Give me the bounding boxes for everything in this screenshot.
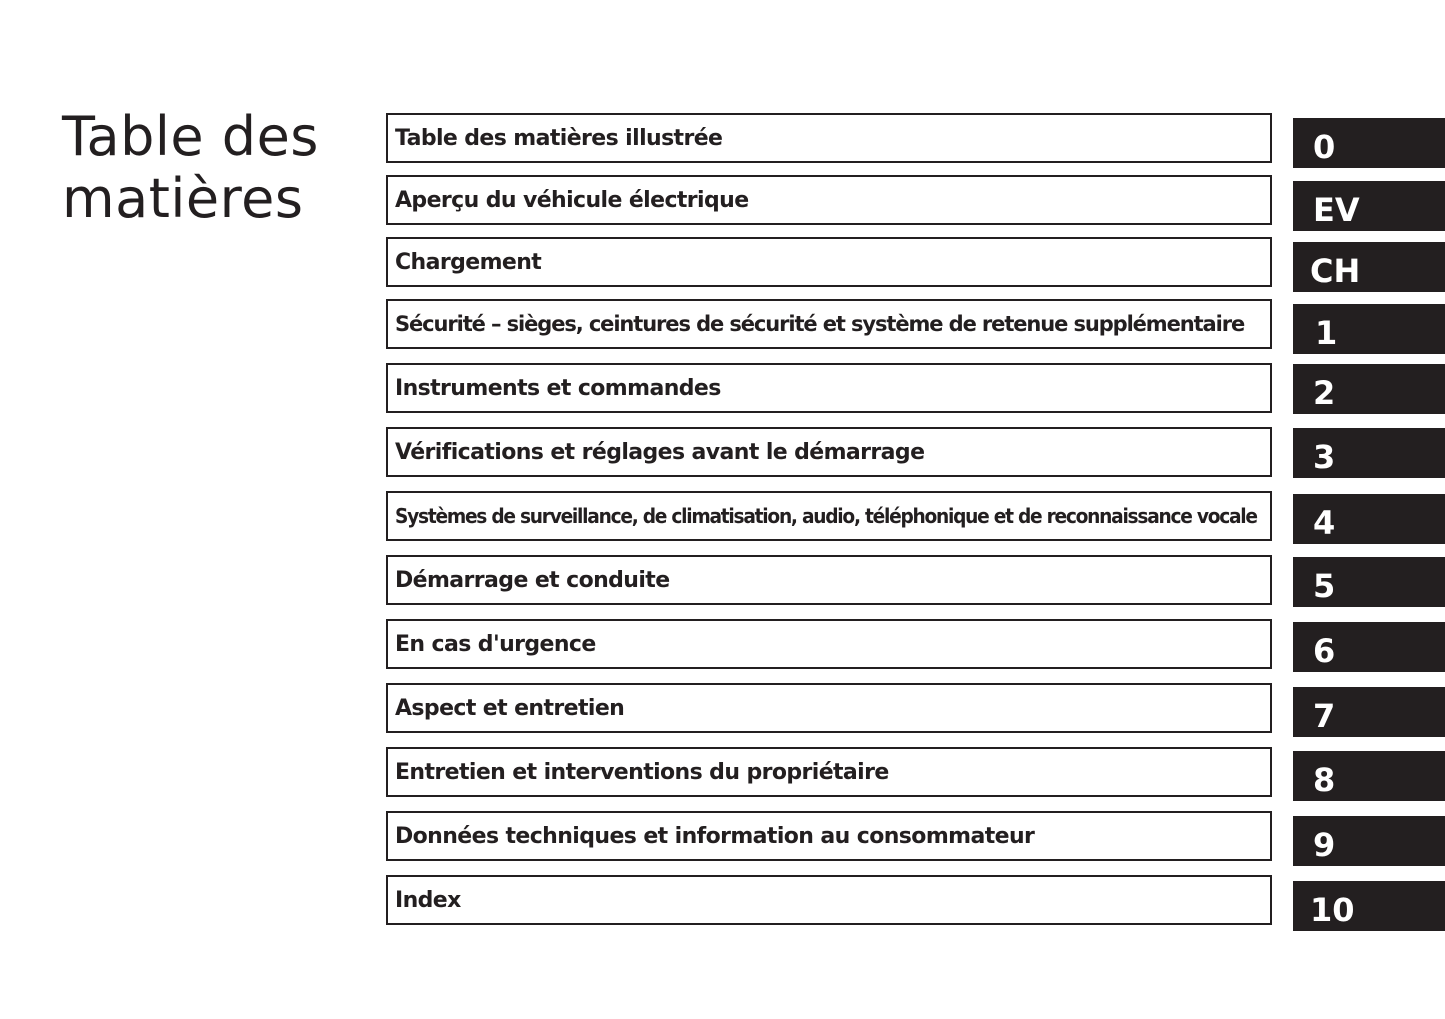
toc-entry-label: Sécurité – sièges, ceintures de sécurité et système de retenue supplémentaire — [395, 312, 1245, 336]
toc-section-tab[interactable] — [1293, 751, 1445, 801]
toc-entry-starting-driving — [0, 555, 1445, 607]
toc-entry-box[interactable] — [386, 747, 1272, 797]
page-title-line-2: matières — [62, 167, 304, 230]
toc-entry-box[interactable] — [386, 619, 1272, 669]
toc-entry-box[interactable] — [386, 875, 1272, 925]
toc-entry-label: Table des matières illustrée — [395, 126, 723, 151]
toc-entry-label: Démarrage et conduite — [395, 568, 670, 593]
toc-section-number: 9 — [1313, 826, 1336, 864]
toc-entry-label: Aspect et entretien — [395, 696, 625, 721]
toc-entry-technical-data — [0, 811, 1445, 863]
toc-section-tab[interactable] — [1293, 557, 1445, 607]
toc-entry-monitoring-systems — [0, 491, 1445, 543]
toc-entry-label: Entretien et interventions du propriétaire — [395, 760, 889, 785]
toc-entry-box[interactable] — [386, 491, 1272, 541]
toc-section-number: 6 — [1313, 632, 1336, 670]
toc-section-tab[interactable] — [1293, 304, 1445, 354]
toc-entry-box[interactable] — [386, 811, 1272, 861]
toc-section-number: 0 — [1313, 128, 1336, 166]
toc-section-tab[interactable] — [1293, 181, 1445, 231]
toc-section-tab[interactable] — [1293, 881, 1445, 931]
toc-entry-emergency — [0, 619, 1445, 671]
toc-section-number: 5 — [1313, 567, 1336, 605]
toc-entry-owner-maintenance — [0, 747, 1445, 799]
toc-entry-label: Instruments et commandes — [395, 376, 721, 401]
toc-section-tab[interactable] — [1293, 364, 1445, 414]
toc-entry-label: Aperçu du véhicule électrique — [395, 188, 749, 213]
toc-entry-safety — [0, 299, 1445, 351]
toc-entry-label: Chargement — [395, 250, 542, 275]
toc-entry-appearance-care — [0, 683, 1445, 735]
toc-section-number: CH — [1310, 252, 1361, 290]
toc-section-number: 2 — [1313, 374, 1336, 412]
toc-section-tab[interactable] — [1293, 118, 1445, 168]
toc-section-number: 4 — [1313, 504, 1336, 542]
toc-entry-box[interactable] — [386, 683, 1272, 733]
toc-section-number: 10 — [1310, 891, 1355, 929]
toc-section-number: EV — [1313, 191, 1360, 229]
toc-section-tab[interactable] — [1293, 687, 1445, 737]
toc-section-tab[interactable] — [1293, 816, 1445, 866]
toc-entry-box[interactable] — [386, 175, 1272, 225]
toc-section-number: 3 — [1313, 438, 1336, 476]
page-title-line-1: Table des — [62, 105, 319, 168]
toc-section-tab[interactable] — [1293, 494, 1445, 544]
toc-section-number: 8 — [1313, 761, 1336, 799]
toc-entry-ev-overview — [0, 175, 1445, 227]
toc-section-number: 7 — [1313, 697, 1336, 735]
toc-entry-box[interactable] — [386, 427, 1272, 477]
toc-entry-index — [0, 875, 1445, 927]
toc-entry-box[interactable] — [386, 555, 1272, 605]
toc-section-tab[interactable] — [1293, 622, 1445, 672]
toc-entry-box[interactable] — [386, 113, 1272, 163]
toc-entry-label: Vérifications et réglages avant le démarrage — [395, 440, 925, 465]
toc-entry-label: Index — [395, 888, 461, 913]
toc-section-number: 1 — [1315, 314, 1338, 352]
toc-entry-pre-driving-checks — [0, 427, 1445, 479]
toc-entry-label: En cas d'urgence — [395, 632, 596, 657]
toc-entry-label: Systèmes de surveillance, de climatisation, audio, téléphonique et de reconnaissance vocale — [395, 504, 1257, 528]
toc-entry-illustrated-contents — [0, 113, 1445, 165]
toc-entry-box[interactable] — [386, 363, 1272, 413]
toc-entry-box[interactable] — [386, 299, 1272, 349]
toc-section-tab[interactable] — [1293, 428, 1445, 478]
toc-entry-instruments — [0, 363, 1445, 415]
toc-section-tab[interactable] — [1293, 242, 1445, 292]
toc-entry-charging — [0, 237, 1445, 289]
toc-entry-box[interactable] — [386, 237, 1272, 287]
toc-entry-label: Données techniques et information au consommateur — [395, 824, 1035, 849]
